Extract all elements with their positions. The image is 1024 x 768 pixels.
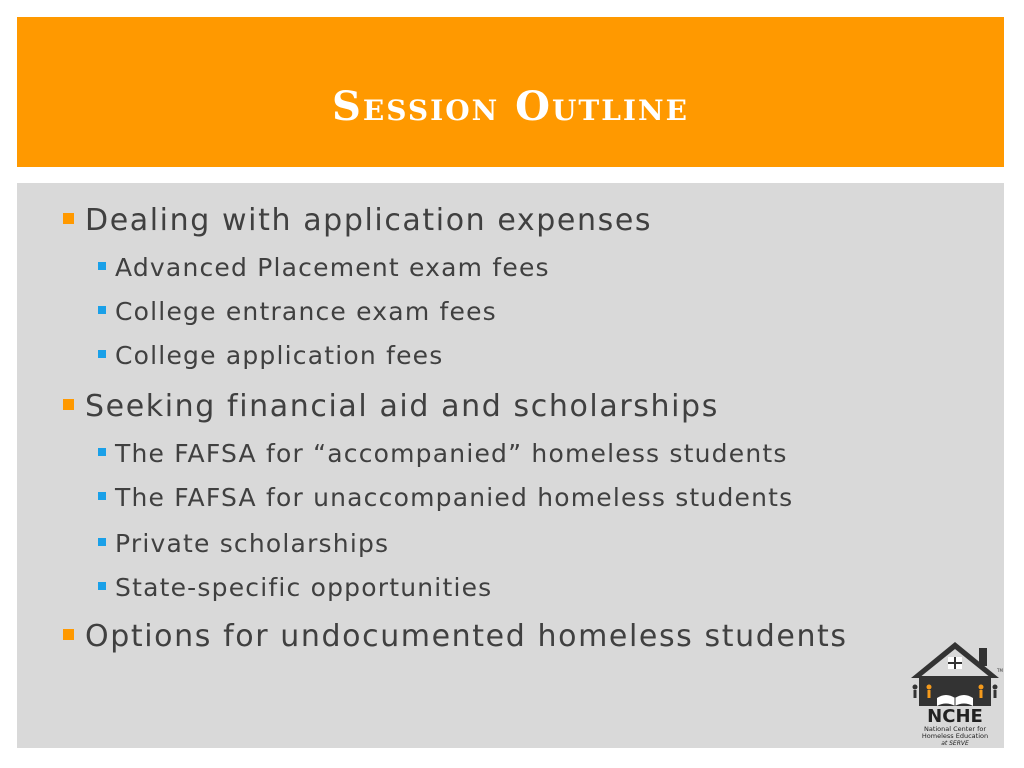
sub-bullet-text: The FAFSA for unaccompanied homeless students	[115, 483, 794, 512]
sub-bullet-square-icon	[98, 262, 106, 270]
sub-bullet-square-icon	[98, 448, 106, 456]
bullet-square-icon	[63, 399, 74, 410]
bullet-square-icon	[63, 629, 74, 640]
svg-text:TM: TM	[997, 668, 1003, 673]
sub-bullet-text: College application fees	[115, 341, 444, 370]
sub-bullet-item	[115, 297, 497, 326]
bullet-square-icon	[63, 213, 74, 224]
bullet-text: Options for undocumented homeless students	[85, 619, 848, 654]
sub-bullet-item	[115, 253, 550, 282]
sub-bullet-item	[115, 529, 389, 558]
bullet-item	[85, 203, 652, 238]
sub-bullet-item	[115, 483, 793, 512]
sub-bullet-square-icon	[98, 306, 106, 314]
sub-bullet-square-icon	[98, 582, 106, 590]
sub-bullet-text: Advanced Placement exam fees	[115, 253, 550, 282]
bullet-item	[85, 619, 848, 654]
sub-bullet-item	[115, 573, 492, 602]
sub-bullet-square-icon	[98, 492, 106, 500]
sub-bullet-text: The FAFSA for “accompanied” homeless students	[115, 439, 788, 468]
sub-bullet-text: State-specific opportunities	[115, 573, 493, 602]
slide-title: Session Outline	[332, 83, 689, 130]
sub-bullet-square-icon	[98, 538, 106, 546]
content-panel	[17, 183, 1004, 748]
bullet-item	[85, 389, 719, 424]
sub-bullet-item	[115, 439, 788, 468]
sub-bullet-text: College entrance exam fees	[115, 297, 497, 326]
sub-bullet-item	[115, 341, 443, 370]
nche-logo	[905, 640, 1005, 750]
title-band	[17, 17, 1004, 167]
bullet-text: Dealing with application expenses	[85, 203, 653, 238]
svg-text:Homeless Education: Homeless Education	[921, 732, 989, 740]
svg-text:National Center for: National Center for	[923, 725, 987, 733]
sub-bullet-square-icon	[98, 350, 106, 358]
sub-bullet-text: Private scholarships	[115, 529, 390, 558]
bullet-text: Seeking financial aid and scholarships	[85, 389, 719, 424]
svg-text:NCHE: NCHE	[927, 706, 983, 727]
house-icon	[905, 640, 1005, 750]
svg-text:at SERVE: at SERVE	[941, 740, 969, 747]
